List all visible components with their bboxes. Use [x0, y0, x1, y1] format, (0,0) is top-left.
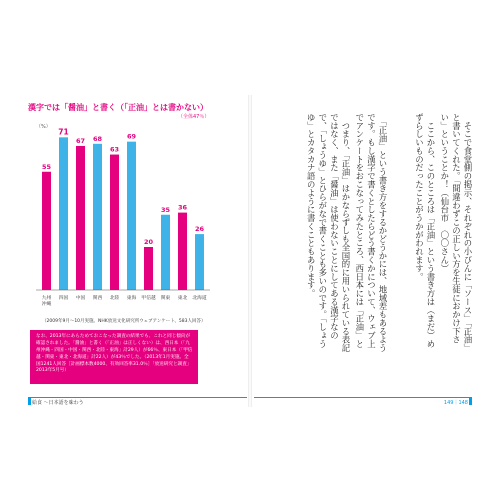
value-label-3: 68 [92, 134, 103, 143]
page-numbers: 149｜148 [443, 400, 468, 406]
category-label-2: 中国 [75, 296, 86, 301]
value-label-7: 35 [160, 205, 171, 214]
category-label-6: 甲信越 [141, 296, 156, 301]
footer-right [254, 397, 472, 406]
category-label-4: 北陸 [109, 296, 120, 301]
chart-source: （2009年9月〜10月実施。NHK放送文化研究所ウェブアンケート、583人回答） [42, 319, 206, 324]
value-label-8: 36 [177, 203, 188, 212]
value-label-6: 20 [143, 238, 154, 246]
value-label-2: 67 [75, 136, 86, 145]
book-gutter [248, 95, 252, 407]
paragraph-3: 「正油」という書き方をするかどうかには、地域差もあるようです。もし漢字で書くとしたらどう書くかについて、ウェブ上でアンケートをおこなってみたところ、西日本には「正油」と [354, 113, 388, 353]
y-axis-unit: （%） [36, 124, 51, 130]
footer-cap [469, 397, 472, 405]
footer-left [28, 397, 247, 406]
category-label-1: 四国 [58, 296, 69, 301]
note-box [30, 330, 198, 384]
paragraph-1: そこで食堂側の掲示、それぞれの小びんに「ソース」「正油」と書いてくれた。「間違わずこの正しい方を生徒におかけ下さい」ということか！（仙台市 〇〇さん） [439, 113, 473, 353]
footer-title: 給食 〜日本語を味わう [32, 400, 84, 406]
category-label-8: 東北 [177, 296, 188, 301]
paragraph-4: つまり、「正油」はかならずしも全国的に用いられている表記ではなく、また「醤油」は使わないことにしてある漢字なので、「しょうゆ」とひらがなで書くことも多いのです。「しょうゆ」とカタカナ語のように書くこともあります。 [306, 113, 351, 353]
category-label-9: 北海道 [192, 296, 207, 301]
paragraph-2: ここから、このところは「正油」という書き方は（まだ）めずらしいものだったことがうかがわれます。 [414, 113, 436, 348]
value-label-1: 71 [58, 127, 69, 137]
category-label-0: 九州 [41, 296, 52, 301]
chart-note: （全体47％） [178, 114, 210, 120]
value-label-5: 69 [126, 132, 137, 141]
value-label-4: 63 [109, 145, 120, 154]
category-label-0: 沖縄 [41, 302, 52, 307]
note-box-text: なお、2013年にあらためておこなった調査の結果でも、これと同じ傾向が確認されました。「醤油」と書く（「正油」は正しくない）は、西日本（「九州沖縄・四国・中国・関西・北陸・東海」計29人）が66％、東日本（「甲信越・関東・東北・北海道」計22人）が43％でした。（2013年1月実施。全国1241人回答［計画標本数4000、有効回答率31.0％］「放送研究と調査」2013年5月号） [36, 334, 193, 374]
category-label-5: 東海 [126, 296, 137, 301]
value-label-9: 26 [194, 225, 205, 234]
category-label-3: 関西 [92, 296, 103, 301]
footer-cap [28, 397, 31, 405]
chart-title: 漢字では「醤油」と書く（「正油」とは書かない） [28, 103, 208, 112]
value-label-0: 55 [41, 162, 52, 171]
category-label-7: 関東 [160, 296, 171, 301]
